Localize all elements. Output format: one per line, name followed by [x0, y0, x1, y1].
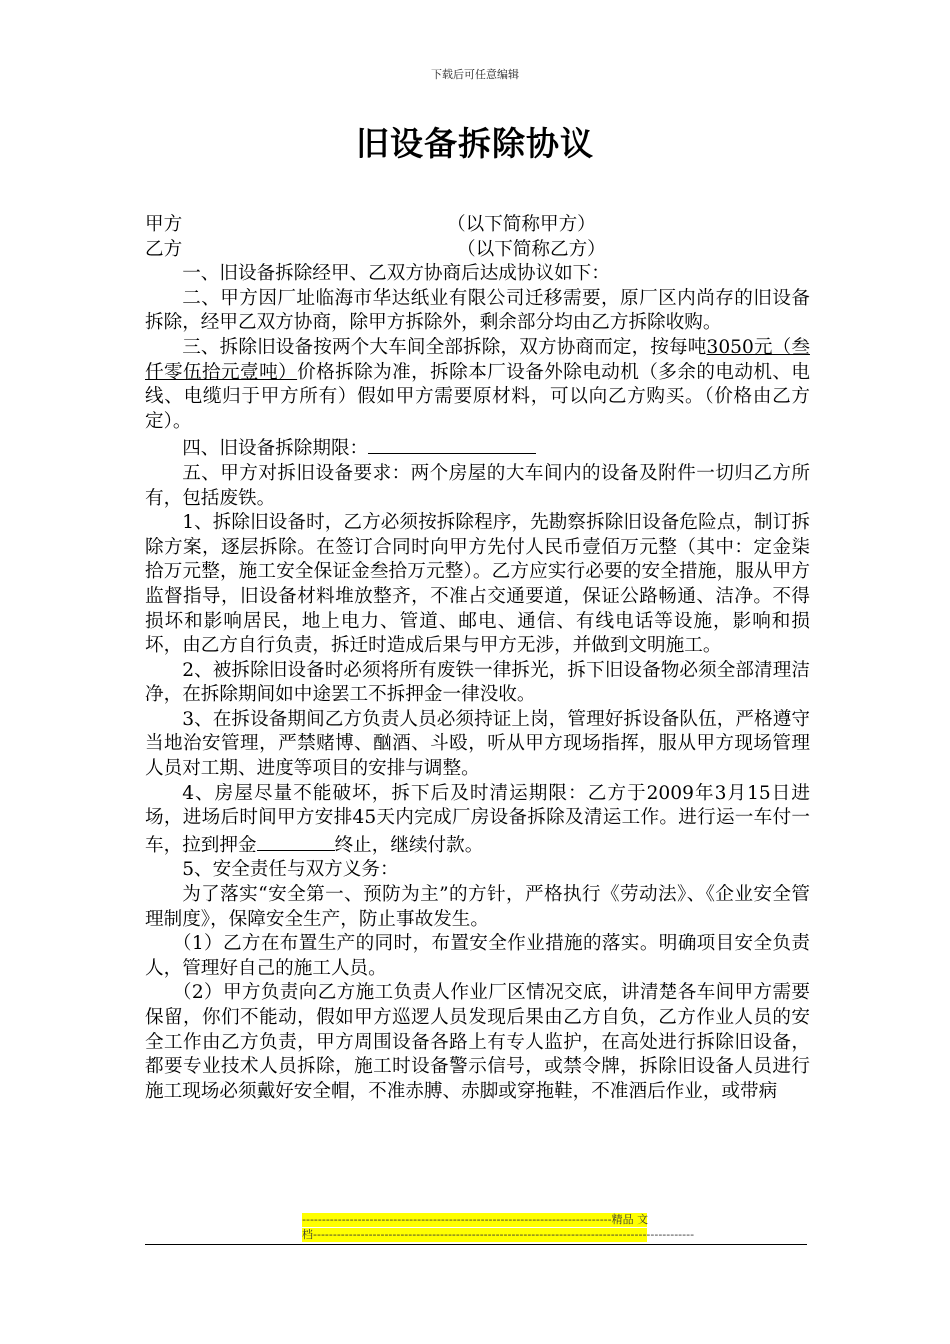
clause-3-price: 3050元（叁仟零伍拾元壹吨） [145, 336, 810, 383]
item-4 [145, 782, 810, 859]
document-title: 旧设备拆除协议 [356, 124, 594, 163]
footer-rule [145, 1244, 807, 1245]
clause-4-text: 四、旧设备拆除期限： [182, 438, 369, 460]
footer-watermark-line-1: ------------------------------------------------------------------------------精品 文 [302, 1213, 649, 1226]
party-a-line [145, 213, 810, 238]
clause-5: 五、甲方对拆旧设备要求：两个房屋的大车间内的设备及附件一切归乙方所有，包括废铁。 [145, 462, 810, 509]
item-4-text-a: 4、房屋尽量不能破坏，拆下后及时清运期限：乙方于2009年3月15日进场，进场后时间甲方安排45天内完成厂房设备拆除及清运工作。进行运一车付一车，拉到押金 [145, 782, 810, 856]
clause-3-text-b: 价格拆除为准，拆除本厂设备外除电动机（多余的电动机、电线、电缆归于甲方所有）假如甲方需要原材料，可以向乙方购买。（价格由乙方定）。 [145, 361, 810, 432]
party-b-label: 乙方 [145, 238, 183, 260]
item-1: 1、拆除旧设备时，乙方必须按拆除程序，先勘察拆除旧设备危险点，制订拆除方案，逐层拆除。在签订合同时向甲方先付人民币壹佰万元整（其中：定金柒拾万元整，施工安全保证金叁拾万元整）。乙方应实行必要的安全措施，服从甲方监督指导，旧设备材料堆放整齐，不准占交通要道，保证公路畅通、洁净。不得损坏和影响居民，地上电力、管道、邮电、通信、有线电话等设施，影响和损坏，由乙方自行负责，拆迁时造成后果与甲方无涉，并做到文明施工。 [145, 512, 810, 657]
clause-3-text-a: 三、拆除旧设备按两个大车间全部拆除，双方协商而定，按每吨 [182, 336, 707, 358]
sub-item-2: （2）甲方负责向乙方施工负责人作业厂区情况交底，讲清楚各车间甲方需要保留，你们不能动，假如甲方巡逻人员发现后果由乙方自负，乙方作业人员的安全工作由乙方负责，甲方周围设备各路上有专人监护，在高处进行拆除旧设备，都要专业技术人员拆除，施工时设备警示信号，或禁令牌，拆除旧设备人员进行施工现场必须戴好安全帽，不准赤膊、赤脚或穿拖鞋，不准酒后作业，或带病 [145, 982, 810, 1102]
clause-3 [145, 336, 810, 434]
item-3: 3、在拆设备期间乙方负责人员必须持证上岗，管理好拆设备队伍，严格遵守当地治安管理，严禁赌博、酗酒、斗殴，听从甲方现场指挥，服从甲方现场管理人员对工期、进度等项目的安排与调整。 [145, 708, 810, 780]
clause-2: 二、甲方因厂址临海市华达纸业有限公司迁移需要，原厂区内尚存的旧设备拆除，经甲乙双方协商，除甲方拆除外，剩余部分均由乙方拆除收购。 [145, 287, 810, 334]
agreement-body [145, 213, 810, 1104]
party-a-note: （以下简称甲方） [447, 214, 596, 235]
clause-1: 一、旧设备拆除经甲、乙双方协商后达成协议如下： [182, 263, 610, 285]
footer-watermark-line-2: 档------------------------------------------------------------------------------------------------ [302, 1228, 695, 1241]
deadline-blank [368, 434, 536, 454]
item-2: 2、被拆除旧设备时必须将所有废铁一律拆光，拆下旧设备物必须全部清理洁净，在拆除期间如中途罢工不拆押金一律没收。 [145, 659, 810, 706]
party-a-label: 甲方 [145, 214, 183, 235]
sub-item-1: （1）乙方在布置生产的同时，布置安全作业措施的落实。明确项目安全负责人，管理好自己的施工人员。 [145, 933, 810, 979]
party-b-note: （以下简称乙方） [457, 238, 606, 260]
party-b-line [145, 238, 810, 263]
clause-4 [145, 434, 810, 462]
header-note: 下载后可任意编辑 [431, 68, 519, 81]
item-5: 5、安全责任与双方义务： [182, 859, 399, 881]
policy-paragraph: 为了落实“安全第一、预防为主”的方针，严格执行《劳动法》、《企业安全管理制度》，保障安全生产，防止事故发生。 [145, 884, 810, 930]
deposit-blank [257, 831, 335, 851]
item-4-text-b: 终止，继续付款。 [334, 834, 484, 856]
